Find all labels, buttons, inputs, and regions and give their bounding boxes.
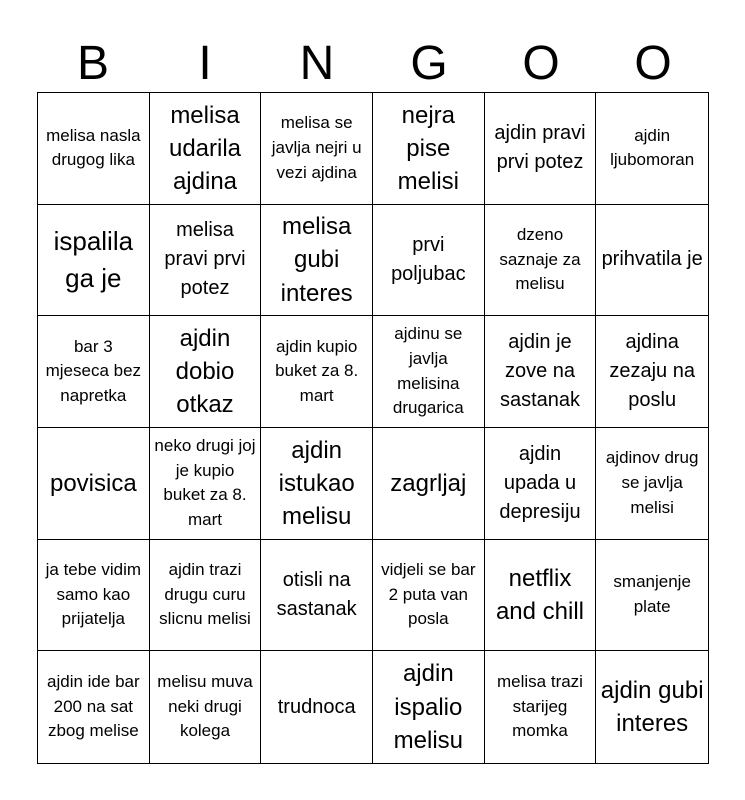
bingo-cell[interactable]: nejra pise melisi: [373, 93, 485, 205]
header-letter-1: B: [76, 37, 109, 90]
bingo-cell[interactable]: ajdin ide bar 200 na sat zbog melise: [38, 651, 150, 763]
bingo-header: [37, 36, 709, 92]
bingo-cell[interactable]: ajdinu se javlja melisina drugarica: [373, 316, 485, 428]
header-letter-4: G: [410, 37, 448, 90]
bingo-cell[interactable]: ajdina zezaju na poslu: [596, 316, 708, 428]
bingo-cell[interactable]: ajdin trazi drugu curu slicnu melisi: [150, 540, 262, 652]
bingo-cell[interactable]: melisa trazi starijeg momka: [485, 651, 597, 763]
bingo-cell[interactable]: melisa udarila ajdina: [150, 93, 262, 205]
bingo-cell[interactable]: ja tebe vidim samo kao prijatelja: [38, 540, 150, 652]
bingo-cell[interactable]: zagrljaj: [373, 428, 485, 540]
bingo-cell[interactable]: prihvatila je: [596, 205, 708, 317]
bingo-cell[interactable]: melisa pravi prvi potez: [150, 205, 262, 317]
header-letter-6: O: [634, 37, 672, 90]
bingo-cell[interactable]: vidjeli se bar 2 puta van posla: [373, 540, 485, 652]
bingo-cell[interactable]: neko drugi joj je kupio buket za 8. mart: [150, 428, 262, 540]
header-letter-5: O: [522, 37, 560, 90]
bingo-cell[interactable]: ajdin je zove na sastanak: [485, 316, 597, 428]
bingo-cell[interactable]: melisu muva neki drugi kolega: [150, 651, 262, 763]
header-letter-3: N: [299, 37, 335, 90]
bingo-cell[interactable]: bar 3 mjeseca bez napretka: [38, 316, 150, 428]
bingo-cell[interactable]: ispalila ga je: [38, 205, 150, 317]
bingo-cell[interactable]: ajdin gubi interes: [600, 677, 704, 738]
bingo-cell[interactable]: ajdin ljubomoran: [596, 93, 708, 205]
bingo-cell[interactable]: ajdin dobio otkaz: [150, 316, 262, 428]
bingo-cell[interactable]: ajdin istukao melisu: [261, 428, 373, 540]
bingo-cell[interactable]: otisli na sastanak: [261, 540, 373, 652]
bingo-cell[interactable]: dzeno saznaje za melisu: [485, 205, 597, 317]
bingo-cell[interactable]: melisa se javlja nejri u vezi ajdina: [261, 93, 373, 205]
bingo-cell[interactable]: ajdin kupio buket za 8. mart: [261, 316, 373, 428]
bingo-cell[interactable]: prvi poljubac: [373, 205, 485, 317]
bingo-cell[interactable]: ajdin upada u depresiju: [485, 428, 597, 540]
bingo-cell[interactable]: trudnoca: [261, 651, 373, 763]
bingo-cell[interactable]: netflix and chill: [485, 540, 597, 652]
bingo-cell[interactable]: povisica: [38, 428, 150, 540]
bingo-cell[interactable]: melisa nasla drugog lika: [38, 93, 150, 205]
bingo-cell[interactable]: smanjenje plate: [596, 540, 708, 652]
bingo-board: [37, 92, 709, 764]
header-letter-2: I: [198, 37, 212, 90]
bingo-cell[interactable]: ajdin pravi prvi potez: [485, 93, 597, 205]
bingo-cell[interactable]: ajdin ispalio melisu: [373, 651, 485, 763]
bingo-cell[interactable]: melisa gubi interes: [261, 205, 373, 317]
bingo-cell[interactable]: ajdinov drug se javlja melisi: [596, 428, 708, 540]
